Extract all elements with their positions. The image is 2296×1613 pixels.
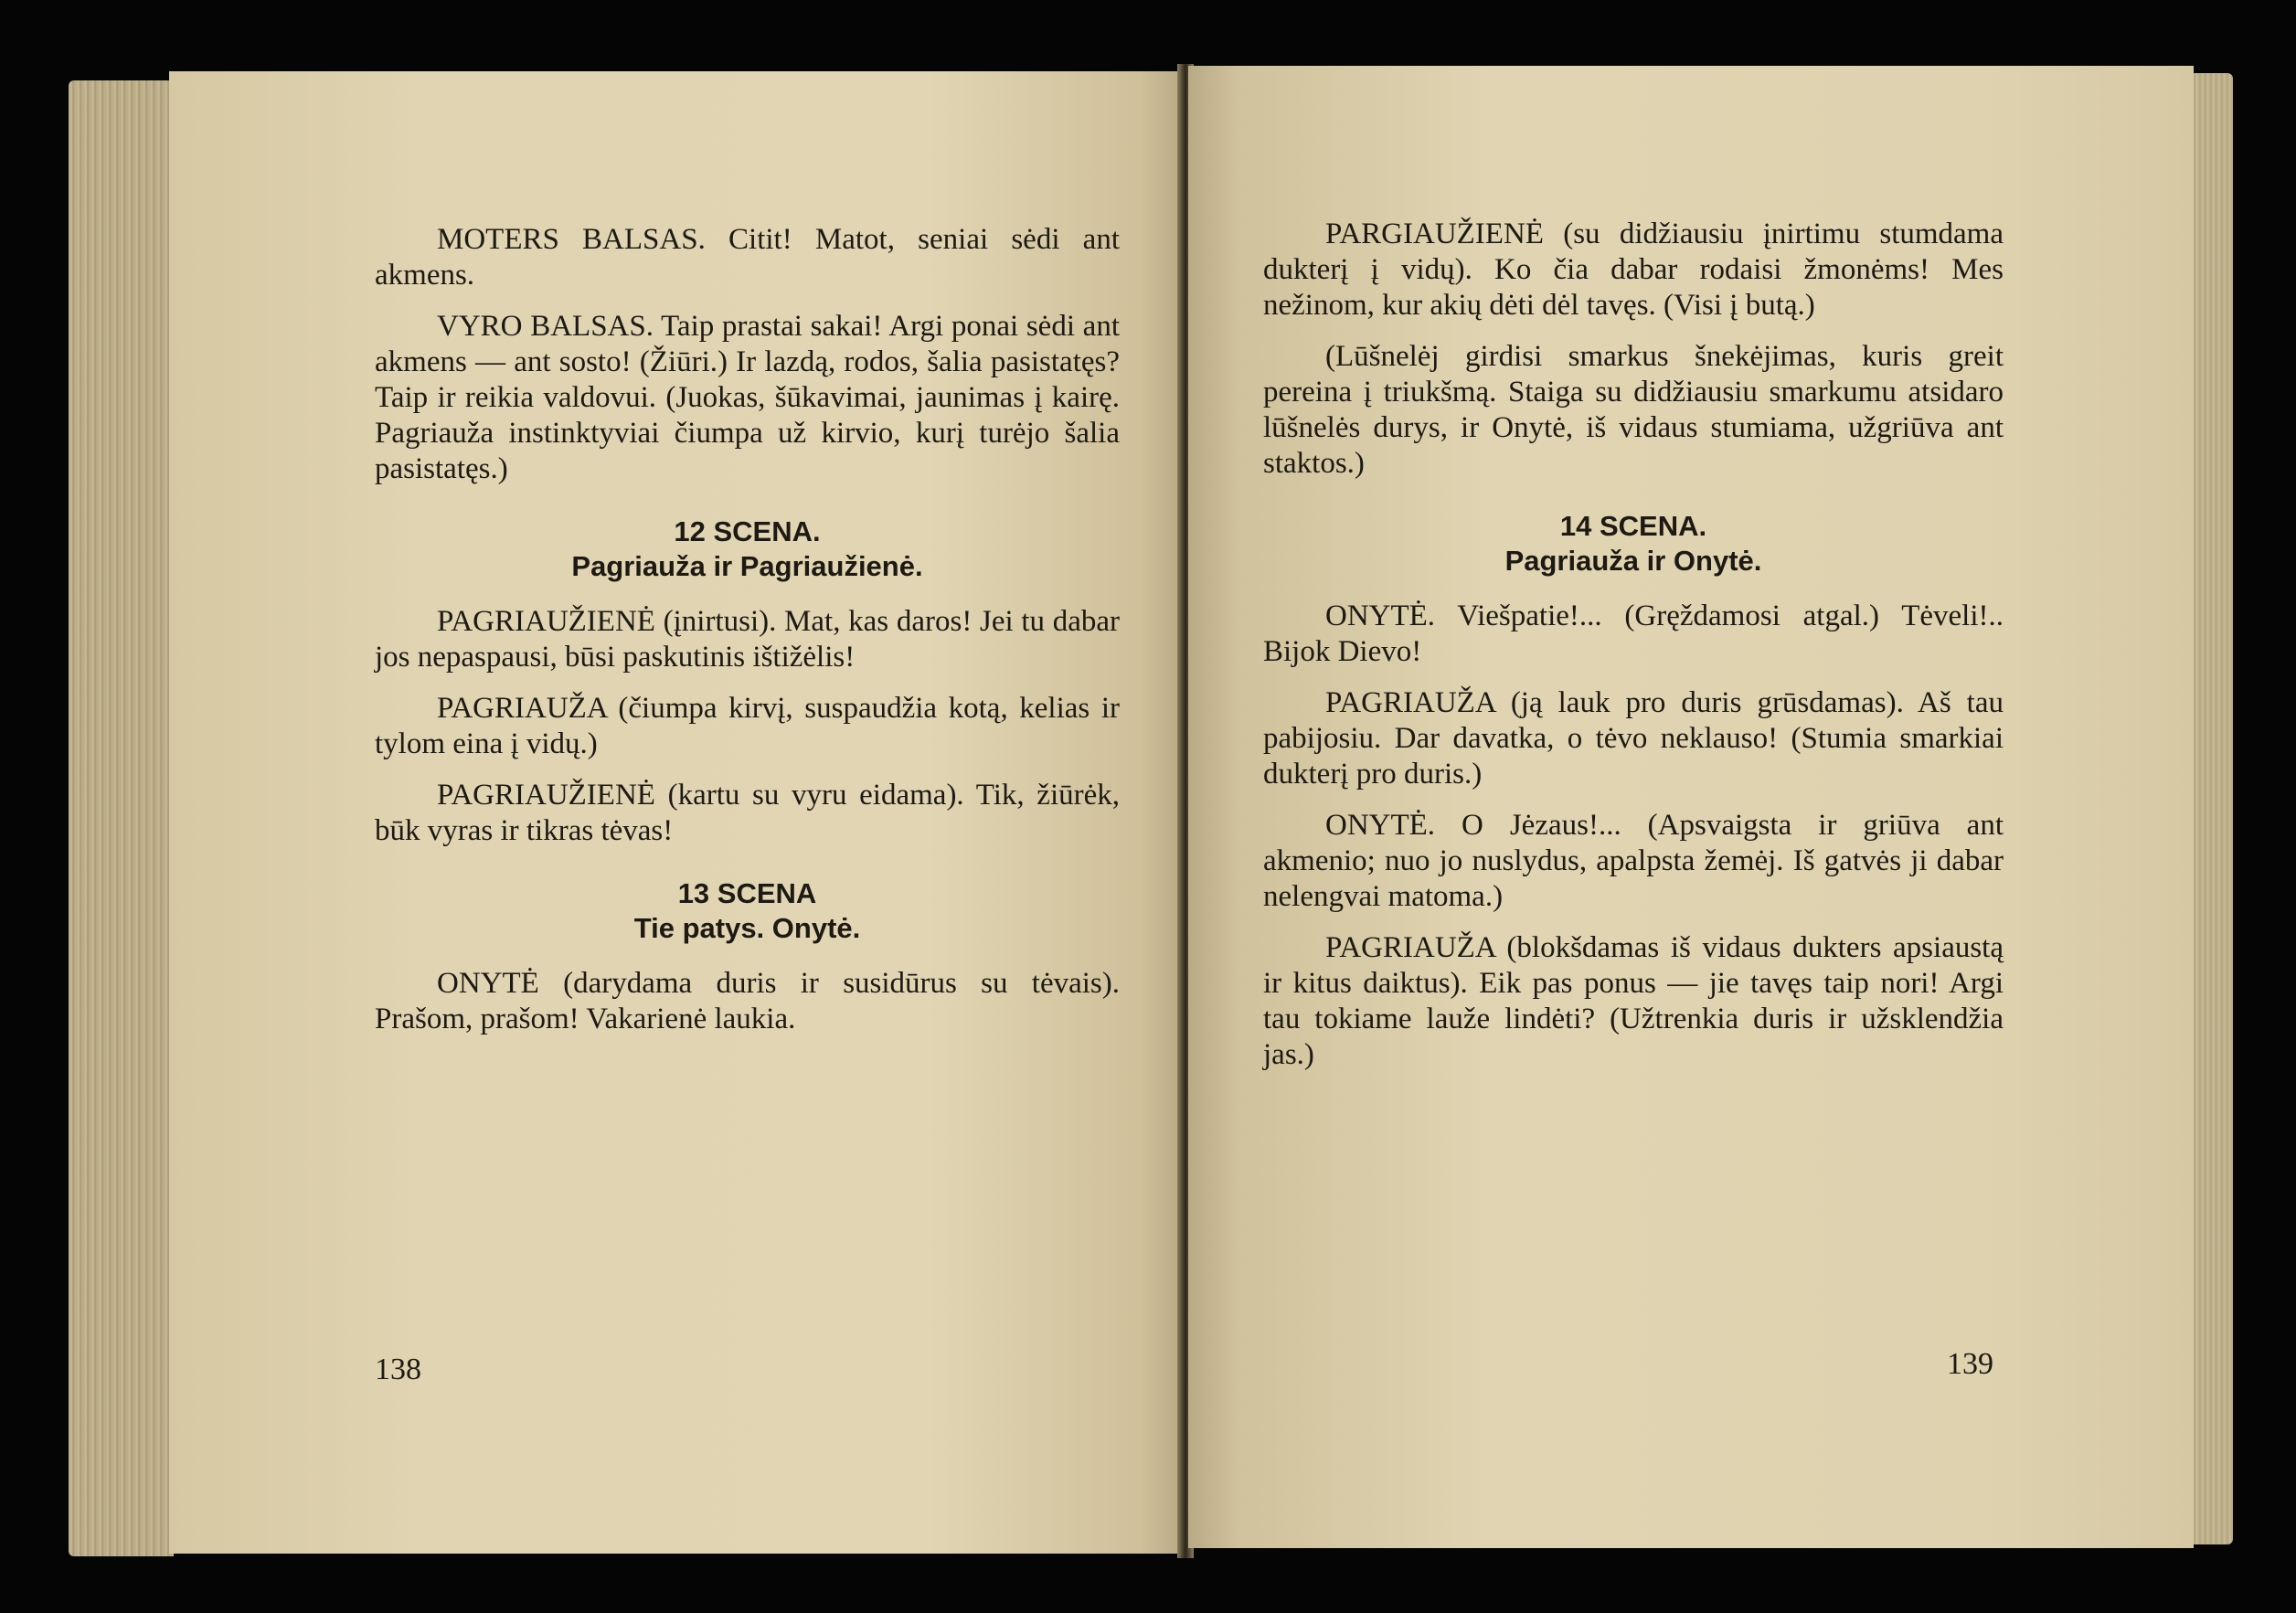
scene-characters: Tie patys. Onytė. [633,912,861,944]
page-number: 138 [375,1353,421,1386]
paragraph: VYRO BALSAS. Taip prastai sakai! Argi ponai sėdi ant akmens — ant sosto! (Žiūri.) Ir lazdą, rodos, šalia pasistatęs? Taip ir reikia valdovui. (Juokas, šūkavimai, jaunimas į kairę. Pagriauža instinktyviai čiumpa už kirvio, kurį turėjo šalia pasistatęs.) [375,310,1120,485]
scene-characters: Pagriauža ir Pagriaužienė. [571,550,923,582]
scene-heading: 12 SCENA. [674,515,821,547]
paragraph: ONYTĖ (darydama duris ir susidūrus su tėvais). Prašom, prašom! Vakarienė laukia. [375,967,1120,1035]
scene-heading: 13 SCENA [677,877,817,909]
left-page-edges [69,80,174,1556]
left-page-text [375,222,1120,1053]
right-page-edges [2192,73,2233,1544]
page-number: 139 [1947,1347,1993,1381]
paragraph: PAGRIAUŽIENĖ (įnirtusi). Mat, kas daros! Jei tu dabar jos nepaspausi, būsi paskutinis ištižėlis! [375,605,1120,674]
paragraph: (Lūšnelėj girdisi smarkus šnekėjimas, kuris greit pereina į triukšmą. Staiga su didžiausiu smarkumu atsidaro lūšnelės durys, ir Onytė, iš vidaus stumiama, užgriūva ant staktos.) [1263,340,2004,480]
paragraph: MOTERS BALSAS. Citit! Matot, seniai sėdi ant akmens. [375,223,1120,292]
paragraph: PAGRIAUŽA (ją lauk pro duris grūsdamas). Aš tau pabijosiu. Dar davatka, o tėvo neklauso! (Stumia smarkiai dukterį pro duris.) [1263,686,2004,791]
paragraph: PAGRIAUŽA (čiumpa kirvį, suspaudžia kotą, kelias ir tylom eina į vidų.) [375,692,1120,760]
paragraph: PAGRIAUŽIENĖ (kartu su vyru eidama). Tik, žiūrėk, būk vyras ir tikras tėvas! [375,779,1120,847]
paragraph: PARGIAUŽIENĖ (su didžiausiu įnirtimu stumdama dukterį į vidų). Ko čia dabar rodaisi žmonėms! Mes nežinom, kur akių dėti dėl tavęs. (Visi į butą.) [1263,218,2004,322]
scene-heading: 14 SCENA. [1559,510,1707,542]
paragraph: ONYTĖ. O Jėzaus!... (Apsvaigsta ir griūva ant akmenio; nuo jo nuslydus, apalpsta žemėj. Iš gatvės ji dabar nelengvai matoma.) [1263,809,2004,913]
paragraph: PAGRIAUŽA (blokšdamas iš vidaus dukters apsiaustą ir kitus daiktus). Eik pas ponus — jie tavęs taip nori! Argi tau tokiame lauže lindėti? (Užtrenkia duris ir užsklendžia jas.) [1263,931,2004,1071]
scene-characters: Pagriauža ir Onytė. [1504,545,1762,577]
paragraph: ONYTĖ. Viešpatie!... (Gręždamosi atgal.) Tėveli!.. Bijok Dievo! [1263,600,2004,668]
right-page-text [1263,217,2004,1088]
left-page [169,71,1182,1554]
right-page [1188,66,2194,1548]
